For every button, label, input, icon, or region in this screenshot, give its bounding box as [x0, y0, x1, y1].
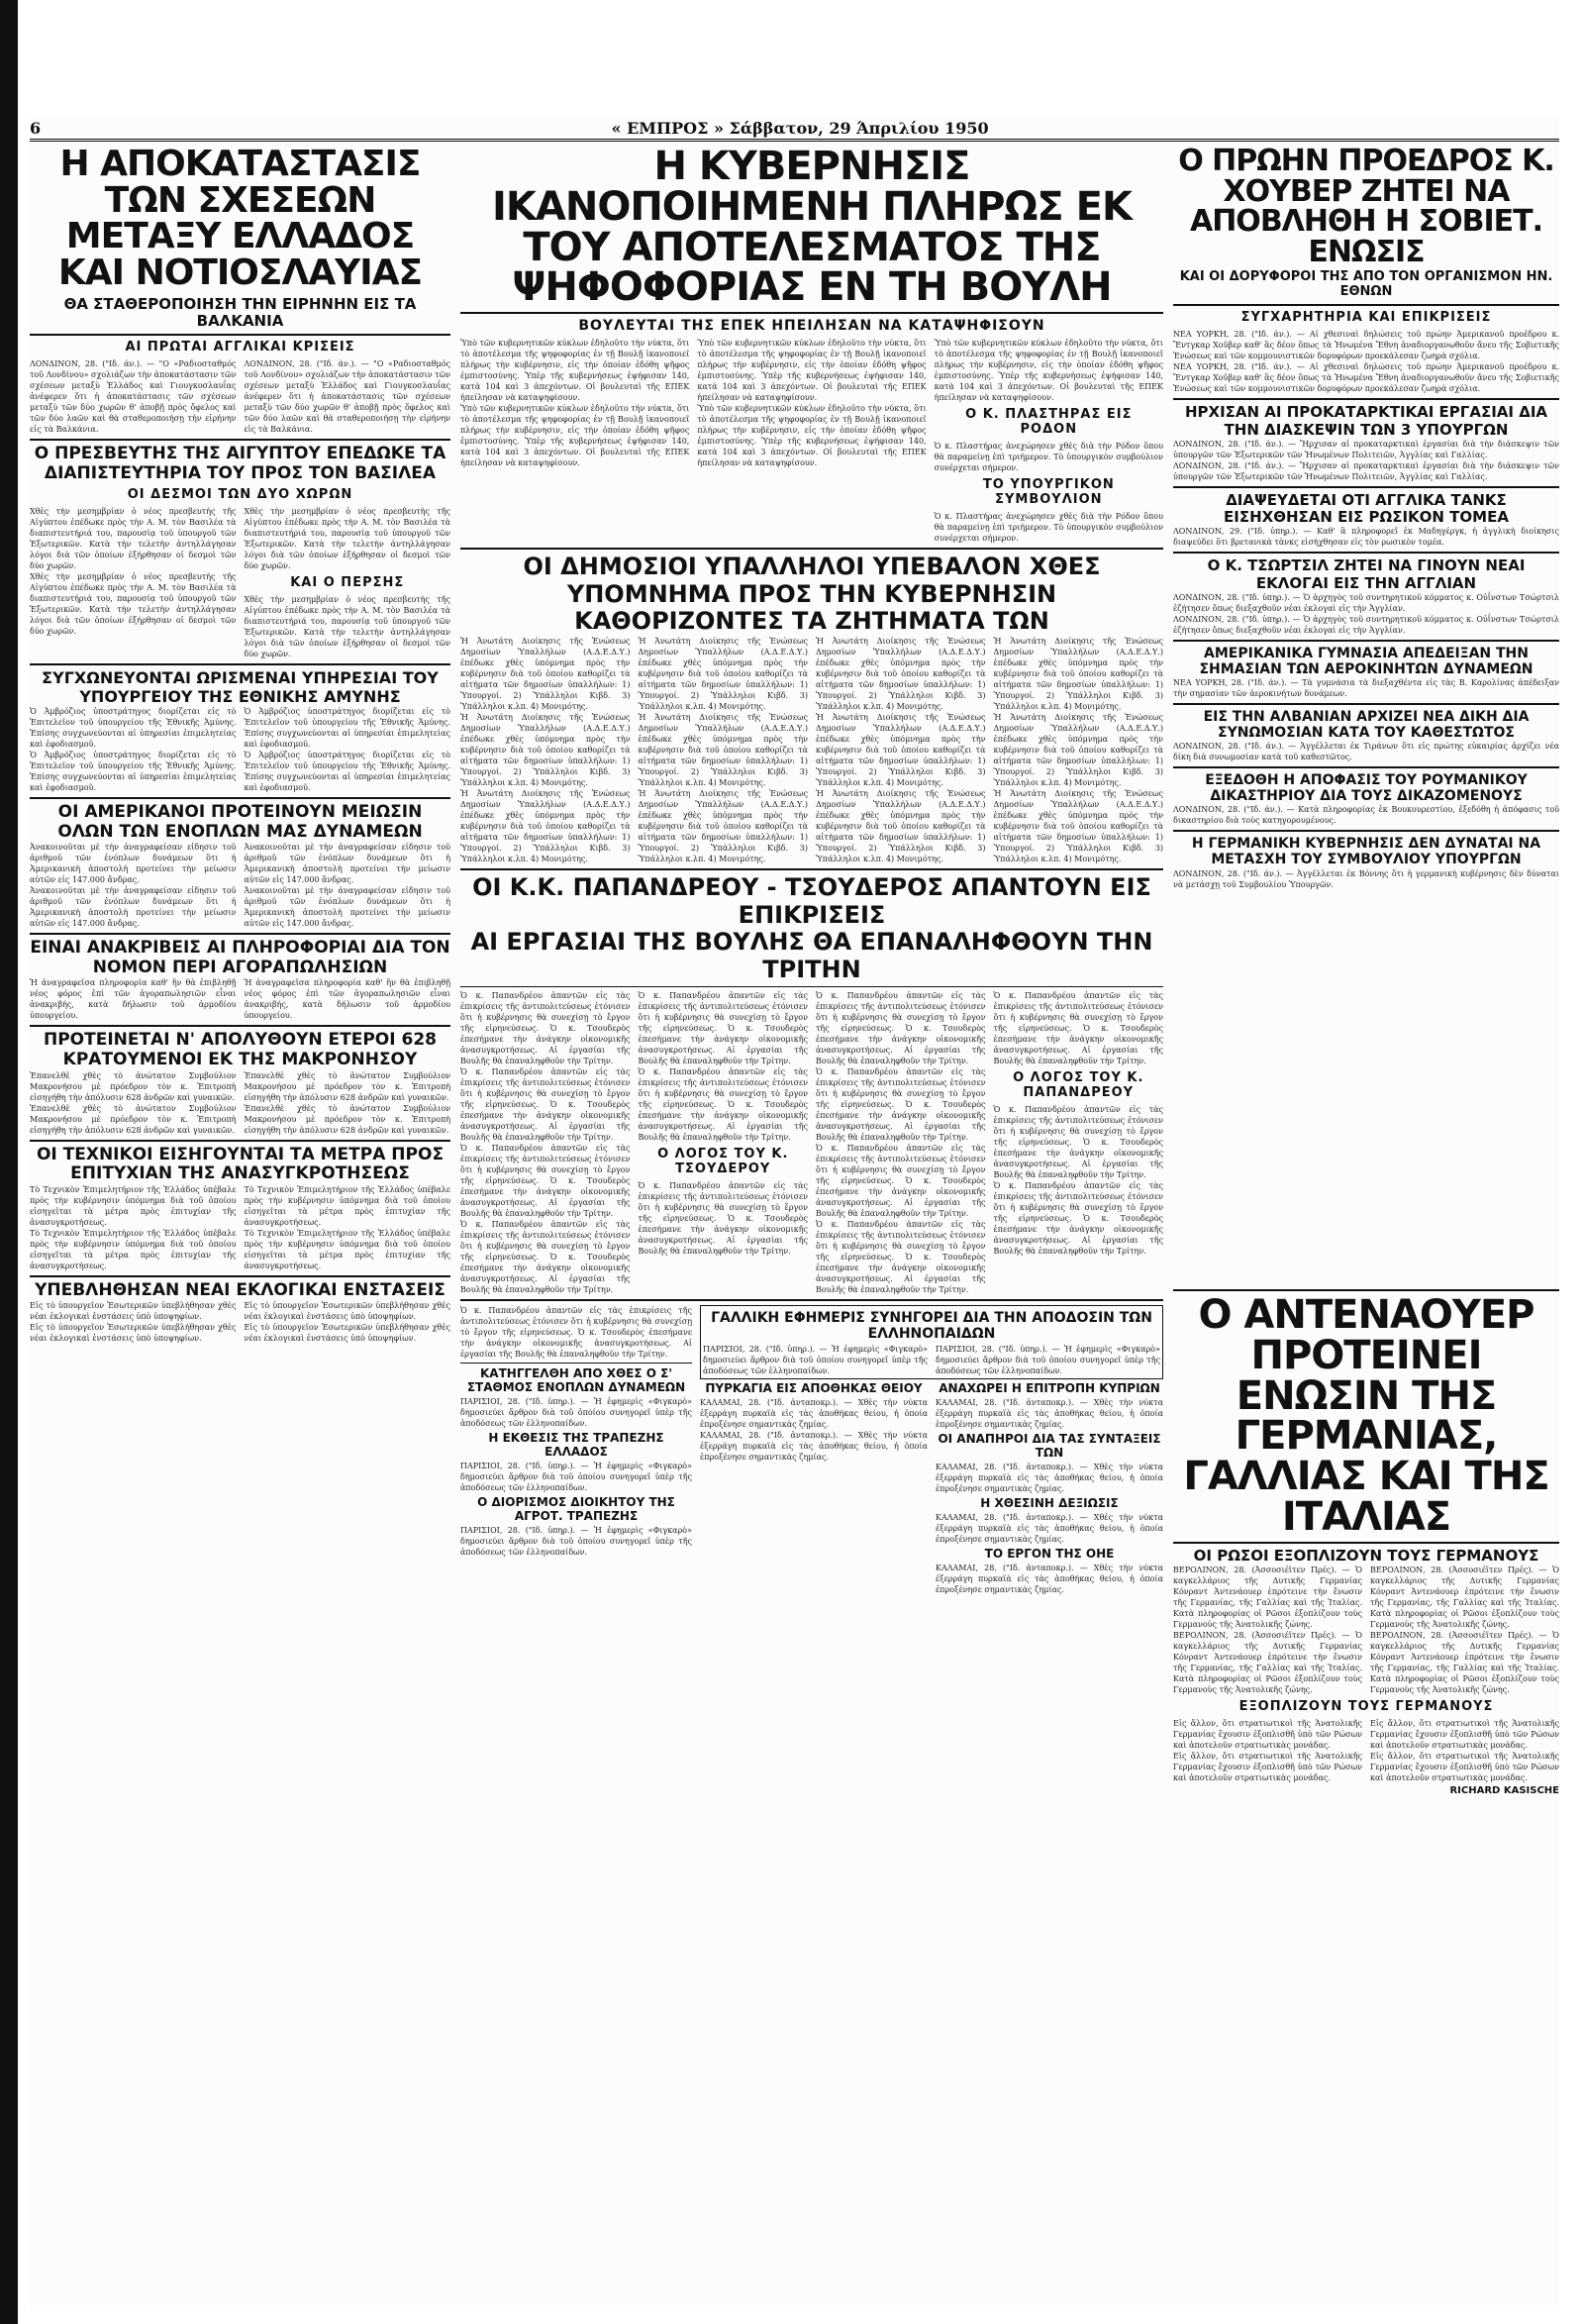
newspaper-page	[30, 117, 1559, 2310]
adenauer-headline: Ο ΑΝΤΕΝΑΟΥΕΡ ΠΡΟΤΕΙΝΕΙ ΕΝΩΣΙΝ ΤΗΣ ΓΕΡΜΑΝΙΑΣ, ΓΑΛΛΙΑΣ ΚΑΙ ΤΗΣ ΙΤΑΛΙΑΣ	[1183, 1292, 1549, 1540]
left-subhead-3: ΚΑΙ Ο ΠΕΡΣΗΣ	[290, 575, 405, 591]
left-text-3: Ὁ Ἀμβρόζιος ὑποστράτηγος διορίζεται εἰς τὸ Ἐπιτελεῖον τοῦ ὑπουργείου τῆς Ἐθνικῆς Ἀμύνης. Ἐπίσης συγχωνεύονται αἱ ὑπηρεσίαι ἐπιμελητείας καὶ ἐφοδιασμοῦ.	[30, 707, 237, 750]
center-headline-6: Η ΕΚΘΕΣΙΣ ΤΗΣ ΤΡΑΠΕΖΗΣ ΕΛΛΑΔΟΣ	[488, 1431, 664, 1460]
left-column: Η ΑΠΟΚΑΤΑΣΤΑΣΙΣ ΤΩΝ ΣΧΕΣΕΩΝ ΜΕΤΑΞΥ ΕΛΛΑΔΟΣ ΚΑΙ ΝΟΤΙΟΣΛΑΥΙΑΣ ΘΑ ΣΤΑΘΕΡΟΠΟΙΗΣΗ ΤΗΝ ΕΙΡΗΝΗΝ ΕΙΣ ΤΑ ΒΑΛΚΑΝΙΑ ΑΙ ΠΡΩΤΑΙ ΑΓΓΛΙΚΑΙ ΚΡΙΣΕΙΣ ΛΟΝΔΙΝΟΝ, 28. ("Ιδ. άν.). — "Ο «Ραδιοσταθμός τοῦ Λονδίνου» σχολιάζων τὴν ἀποκατάστασιν τῶν σχέσεων μεταξὺ Ἑλλάδος καὶ Γιουγκοσλαυΐας ἀνέφερεν ὅτι ἡ ἀποκατάστασις τῶν σχέσεων μεταξὺ τῶν δύο χωρῶν θ' ἀποβῇ πρὸς ὄφελος καὶ τῶν δύο λαῶν καὶ θὰ σταθεροποιήσῃ τὴν εἰρήνην εἰς τὰ Βαλκάνια. ΛΟΝΔΙΝΟΝ, 28. ("Ιδ. άν.). — "Ο «Ραδιοσταθμός τοῦ Λονδίνου» σχολιάζων τὴν ἀποκατάστασιν τῶν σχέσεων μεταξὺ Ἑλλάδος καὶ Γιουγκοσλαυΐας ἀνέφερεν ὅτι ἡ ἀποκατάστασις τῶν σχέσεων μεταξὺ τῶν δύο χωρῶν θ' ἀποβῇ πρὸς ὄφελος καὶ τῶν δύο λαῶν καὶ θὰ σταθεροποιήσῃ τὴν εἰρήνην εἰς τὰ Βαλκάνια. Ο ΠΡΕΣΒΕΥΤΗΣ ΤΗΣ ΑΙΓΥΠΤΟΥ ΕΠΕΔΩΚΕ ΤΑ ΔΙΑΠΙΣΤΕΥΤΗΡΙΑ ΤΟΥ ΠΡΟΣ ΤΟΝ ΒΑΣΙΛΕΑ ΟΙ ΔΕΣΜΟΙ ΤΩΝ ΔΥΟ ΧΩΡΩΝ Χθὲς τὴν μεσημβρίαν ὁ νέος πρεσβευτὴς τῆς Αἰγύπτου ἐπέδωκε πρὸς τὴν Α. Μ. τὸν Βασιλέα τὰ διαπιστευτήριά του, παρουσίᾳ τοῦ ὑπουργοῦ τῶν Ἐξωτερικῶν. Κατὰ τὴν τελετὴν ἀντηλλάγησαν λόγοι διὰ τῶν ὁποίων ἐξήρθησαν οἱ δεσμοὶ τῶν δύο χωρῶν. Χθὲς τὴν μεσημβρίαν ὁ νέος πρεσβευτὴς τῆς Αἰγύπτου ἐπέδωκε πρὸς τὴν Α. Μ. τὸν Βασιλέα τὰ διαπιστευτήριά του, παρουσίᾳ τοῦ ὑπουργοῦ τῶν Ἐξωτερικῶν. Κατὰ τὴν τελετὴν ἀντηλλάγησαν λόγοι διὰ τῶν ὁποίων ἐξήρθησαν οἱ δεσμοὶ τῶν δύο χωρῶν. Χθὲς τὴν μεσημβρίαν ὁ νέος πρεσβευτὴς τῆς Αἰγύπτου ἐπέδωκε πρὸς τὴν Α. Μ. τὸν Βασιλέα τὰ διαπιστευτήριά του, παρουσίᾳ τοῦ ὑπουργοῦ τῶν Ἐξωτερικῶν. Κατὰ τὴν τελετὴν ἀντηλλάγησαν λόγοι διὰ τῶν ὁποίων ἐξήρθησαν οἱ δεσμοὶ τῶν δύο χωρῶν. ΚΑΙ Ο ΠΕΡΣΗΣ Χθὲς τὴν μεσημβρίαν ὁ νέος πρεσβευτὴς τῆς Αἰγύπτου ἐπέδωκε πρὸς τὴν Α. Μ. τὸν Βασιλέα τὰ διαπιστευτήριά του, παρουσίᾳ τοῦ ὑπουργοῦ τῶν Ἐξωτερικῶν. Κατὰ τὴν τελετὴν ἀντηλλάγησαν λόγοι διὰ τῶν ὁποίων ἐξήρθησαν οἱ δεσμοὶ τῶν δύο χωρῶν. ΣΥΓΧΩΝΕΥΟΝΤΑΙ ΩΡΙΣΜΕΝΑΙ ΥΠΗΡΕΣΙΑΙ ΤΟΥ ΥΠΟΥΡΓΕΙΟΥ ΤΗΣ ΕΘΝΙΚΗΣ ΑΜΥΝΗΣ Ὁ Ἀμβρόζιος ὑποστράτηγος διορίζεται εἰς τὸ Ἐπιτελεῖον τοῦ ὑπουργείου τῆς Ἐθνικῆς Ἀμύνης. Ἐπίσης συγχωνεύονται αἱ ὑπηρεσίαι ἐπιμελητείας καὶ ἐφοδιασμοῦ. Ὁ Ἀμβρόζιος ὑποστράτηγος διορίζεται εἰς τὸ Ἐπιτελεῖον τοῦ ὑπουργείου τῆς Ἐθνικῆς Ἀμύνης. Ἐπίσης συγχωνεύονται αἱ ὑπηρεσίαι ἐπιμελητείας καὶ ἐφοδιασμοῦ. Ὁ Ἀμβρόζιος ὑποστράτηγος διορίζεται εἰς τὸ Ἐπιτελεῖον τοῦ ὑπουργείου τῆς Ἐθνικῆς Ἀμύνης. Ἐπίσης συγχωνεύονται αἱ ὑπηρεσίαι ἐπιμελητείας καὶ ἐφοδιασμοῦ. Ὁ Ἀμβρόζιος ὑποστράτηγος διορίζεται εἰς τὸ Ἐπιτελεῖον τοῦ ὑπουργείου τῆς Ἐθνικῆς Ἀμύνης. Ἐπίσης συγχωνεύονται αἱ ὑπηρεσίαι ἐπιμελητείας καὶ ἐφοδιασμοῦ. ΟΙ ΑΜΕΡΙΚΑΝΟΙ ΠΡΟΤΕΙΝΟΥΝ ΜΕΙΩΣΙΝ ΟΛΩΝ ΤΩΝ ΕΝΟΠΛΩΝ ΜΑΣ ΔΥΝΑΜΕΩΝ Ἀνακοινοῦται μὲ τὴν ἀναγραφείσαν εἰδησιν τοῦ ἀριθμοῦ τῶν ἐνόπλων δυνάμεων ὅτι ἡ Ἀμερικανικὴ ἀποστολὴ προτείνει τὴν μείωσιν αὐτῶν εἰς 147.000 ἄνδρας. Ἀνακοινοῦται μὲ τὴν ἀναγραφείσαν εἰδησιν τοῦ ἀριθμοῦ τῶν ἐνόπλων δυνάμεων ὅτι ἡ Ἀμερικανικὴ ἀποστολὴ προτείνει τὴν μείωσιν αὐτῶν εἰς 147.000 ἄνδρας. Ἀνακοινοῦται μὲ τὴν ἀναγραφείσαν εἰδησιν τοῦ ἀριθμοῦ τῶν ἐνόπλων δυνάμεων ὅτι ἡ Ἀμερικανικὴ ἀποστολὴ προτείνει τὴν μείωσιν αὐτῶν εἰς 147.000 ἄνδρας. Ἀνακοινοῦται μὲ τὴν ἀναγραφείσαν εἰδησιν τοῦ ἀριθμοῦ τῶν ἐνόπλων δυνάμεων ὅτι ἡ Ἀμερικανικὴ ἀποστολὴ προτείνει τὴν μείωσιν αὐτῶν εἰς 147.000 ἄνδρας. ΕΙΝΑΙ ΑΝΑΚΡΙΒΕΙΣ ΑΙ ΠΛΗΡΟΦΟΡΙΑΙ ΔΙΑ ΤΟΝ ΝΟΜΟΝ ΠΕΡΙ ΑΓΟΡΑΠΩΛΗΣΙΩΝ Ἡ ἀναγραφεῖσα πληροφορία καθ' ἣν θὰ ἐπιβληθῇ νέος φόρος ἐπὶ τῶν ἀγοραπωλησιῶν εἶναι ἀνακριβής, κατὰ δήλωσιν τοῦ ἁρμοδίου ὑπουργείου. Ἡ ἀναγραφεῖσα πληροφορία καθ' ἣν θὰ ἐπιβληθῇ νέος φόρος ἐπὶ τῶν ἀγοραπωλησιῶν εἶναι ἀνακριβής, κατὰ δήλωσιν τοῦ ἁρμοδίου ὑπουργείου. ΠΡΟΤΕΙΝΕΤΑΙ Ν' ΑΠΟΛΥΘΟΥΝ ΕΤΕΡΟΙ 628 ΚΡΑΤΟΥΜΕΝΟΙ ΕΚ ΤΗΣ ΜΑΚΡΟΝΗΣΟΥ Ἐπανελθὲ χθὲς τὸ ἀνώτατον Συμβούλιον Μακρονήσου μὲ πρόεδρον τὸν κ. Ἐπιτροπὴ εἰσηγήθη τὴν ἀπόλυσιν 628 ἀνδρῶν καὶ γυναικῶν. Ἐπανελθὲ χθὲς τὸ ἀνώτατον Συμβούλιον Μακρονήσου μὲ πρόεδρον τὸν κ. Ἐπιτροπὴ εἰσηγήθη τὴν ἀπόλυσιν 628 ἀνδρῶν καὶ γυναικῶν. Ἐπανελθὲ χθὲς τὸ ἀνώτατον Συμβούλιον Μακρονήσου μὲ πρόεδρον τὸν κ. Ἐπιτροπὴ εἰσηγήθη τὴν ἀπόλυσιν 628 ἀνδρῶν καὶ γυναικῶν. Ἐπανελθὲ χθὲς τὸ ἀνώτατον Συμβούλιον Μακρονήσου μὲ πρόεδρον τὸν κ. Ἐπιτροπὴ εἰσηγήθη τὴν ἀπόλυσιν 628 ἀνδρῶν καὶ γυναικῶν. ΟΙ ΤΕΧΝΙΚΟΙ ΕΙΣΗΓΟΥΝΤΑΙ ΤΑ ΜΕΤΡΑ ΠΡΟΣ ΕΠΙΤΥΧΙΑΝ ΤΗΣ ΑΝΑΣΥΓΚΡΟΤΗΣΕΩΣ Τὸ Τεχνικὸν Ἐπιμελητήριον τῆς Ἑλλάδος ὑπέβαλε πρὸς τὴν κυβέρνησιν ὑπόμνημα διὰ τοῦ ὁποίου εἰσηγεῖται τὰ μέτρα πρὸς ἐπιτυχίαν τῆς ἀνασυγκροτήσεως. Τὸ Τεχνικὸν Ἐπιμελητήριον τῆς Ἑλλάδος ὑπέβαλε πρὸς τὴν κυβέρνησιν ὑπόμνημα διὰ τοῦ ὁποίου εἰσηγεῖται τὰ μέτρα πρὸς ἐπιτυχίαν τῆς ἀνασυγκροτήσεως. Τὸ Τεχνικὸν Ἐπιμελητήριον τῆς Ἑλλάδος ὑπέβαλε πρὸς τὴν κυβέρνησιν ὑπόμνημα διὰ τοῦ ὁποίου εἰσηγεῖται τὰ μέτρα πρὸς ἐπιτυχίαν τῆς ἀνασυγκροτήσεως. Τὸ Τεχνικὸν Ἐπιμελητήριον τῆς Ἑλλάδος ὑπέβαλε πρὸς τὴν κυβέρνησιν ὑπόμνημα διὰ τοῦ ὁποίου εἰσηγεῖται τὰ μέτρα πρὸς ἐπιτυχίαν τῆς ἀνασυγκροτήσεως. ΥΠΕΒΛΗΘΗΣΑΝ ΝΕΑΙ ΕΚΛΟΓΙΚΑΙ ΕΝΣΤΑΣΕΙΣ Εἰς τὸ ὑπουργεῖον Ἐσωτερικῶν ὑπεβλήθησαν χθὲς νέαι ἐκλογικαὶ ἐνστάσεις ὑπὸ ὑποψηφίων. Εἰς τὸ ὑπουργεῖον Ἐσωτερικῶν ὑπεβλήθησαν χθὲς νέαι ἐκλογικαὶ ἐνστάσεις ὑπὸ ὑποψηφίων. Εἰς τὸ ὑπουργεῖον Ἐσωτερικῶν ὑπεβλήθησαν χθὲς νέαι ἐκλογικαὶ ἐνστάσεις ὑπὸ ὑποψηφίων. Εἰς τὸ ὑπουργεῖον Ἐσωτερικῶν ὑπεβλήθησαν χθὲς νέαι ἐκλογικαὶ ἐνστάσεις ὑπὸ ὑποψηφίων.	[30, 147, 450, 1344]
right-text-6: ΛΟΝΔΙΝΟΝ, 28. ("Ιδ. άν.). — Ἀγγέλλεται ἐκ Τιράνων ὅτι εἰς πρώτης εὐκαιρίας ἀρχίζει νέα δίκη διὰ συνωμοσίαν κατὰ τοῦ καθεστῶτος.	[1173, 742, 1559, 762]
right-text-7: ΛΟΝΔΙΝΟΝ, 28. ("Ιδ. άν.). — Κατὰ πληροφορίας ἐκ Βουκουρεστίου, ἐξεδόθη ἡ ἀπόφασις τοῦ δικαστηρίου διὰ τοὺς κατηγορουμένους.	[1173, 805, 1559, 826]
adenauer-text-1: ΒΕΡΟΛΙΝΟΝ, 28. (Ἀσσοσιέϊτεν Πρές). — Ὁ καγκελλάριος τῆς Δυτικῆς Γερμανίας Κόνραντ Ἀντενάουερ ἐπρότεινε τὴν ἕνωσιν τῆς Γερμανίας, τῆς Γαλλίας καὶ τῆς Ἰταλίας. Κατὰ πληροφορίας οἱ Ρῶσοι ἐξοπλίζουν τοὺς Γερμανοὺς τῆς Ἀνατολικῆς ζώνης.	[1173, 1566, 1362, 1630]
page-number: 6	[30, 118, 42, 138]
center-headline-7: Ο ΔΙΟΡΙΣΜΟΣ ΔΙΟΙΚΗΤΟΥ ΤΗΣ ΑΓΡΟΤ. ΤΡΑΠΕΖΗΣ	[477, 1495, 675, 1524]
center-headline-5: ΚΑΤΗΓΓΕΛΘΗ ΑΠΟ ΧΘΕΣ Ο Σ' ΣΤΑΘΜΟΣ ΕΝΟΠΛΩΝ ΔΥΝΑΜΕΩΝ	[466, 1366, 686, 1395]
center-column: Η ΚΥΒΕΡΝΗΣΙΣ ΙΚΑΝΟΠΟΙΗΜΕΝΗ ΠΛΗΡΩΣ ΕΚ ΤΟΥ ΑΠΟΤΕΛΕΣΜΑΤΟΣ ΤΗΣ ΨΗΦΟΦΟΡΙΑΣ ΕΝ ΤΗ ΒΟΥΛΗ ΒΟΥΛΕΥΤΑΙ ΤΗΣ ΕΠΕΚ ΗΠΕΙΛΗΣΑΝ ΝΑ ΚΑΤΑΨΗΦΙΣΟΥΝ Ὑπὸ τῶν κυβερνητικῶν κύκλων ἐδηλοῦτο τὴν νύκτα, ὅτι τὸ ἀποτέλεσμα τῆς ψηφοφορίας ἐν τῇ Βουλῇ ἱκανοποιεῖ πλήρως τὴν κυβέρνησιν, εἰς τὴν ὁποίαν ἐδόθη ψῆφος ἐμπιστοσύνης. Ὑπὲρ τῆς κυβερνήσεως ἐψήφισαν 140, κατὰ 104 καὶ 3 ἀπεχόντων. Οἱ βουλευταὶ τῆς ΕΠΕΚ ἠπείλησαν νὰ καταψηφίσουν. Ὑπὸ τῶν κυβερνητικῶν κύκλων ἐδηλοῦτο τὴν νύκτα, ὅτι τὸ ἀποτέλεσμα τῆς ψηφοφορίας ἐν τῇ Βουλῇ ἱκανοποιεῖ πλήρως τὴν κυβέρνησιν, εἰς τὴν ὁποίαν ἐδόθη ψῆφος ἐμπιστοσύνης. Ὑπὲρ τῆς κυβερνήσεως ἐψήφισαν 140, κατὰ 104 καὶ 3 ἀπεχόντων. Οἱ βουλευταὶ τῆς ΕΠΕΚ ἠπείλησαν νὰ καταψηφίσουν. Ὑπὸ τῶν κυβερνητικῶν κύκλων ἐδηλοῦτο τὴν νύκτα, ὅτι τὸ ἀποτέλεσμα τῆς ψηφοφορίας ἐν τῇ Βουλῇ ἱκανοποιεῖ πλήρως τὴν κυβέρνησιν, εἰς τὴν ὁποίαν ἐδόθη ψῆφος ἐμπιστοσύνης. Ὑπὲρ τῆς κυβερνήσεως ἐψήφισαν 140, κατὰ 104 καὶ 3 ἀπεχόντων. Οἱ βουλευταὶ τῆς ΕΠΕΚ ἠπείλησαν νὰ καταψηφίσουν. Ὑπὸ τῶν κυβερνητικῶν κύκλων ἐδηλοῦτο τὴν νύκτα, ὅτι τὸ ἀποτέλεσμα τῆς ψηφοφορίας ἐν τῇ Βουλῇ ἱκανοποιεῖ πλήρως τὴν κυβέρνησιν, εἰς τὴν ὁποίαν ἐδόθη ψῆφος ἐμπιστοσύνης. Ὑπὲρ τῆς κυβερνήσεως ἐψήφισαν 140, κατὰ 104 καὶ 3 ἀπεχόντων. Οἱ βουλευταὶ τῆς ΕΠΕΚ ἠπείλησαν νὰ καταψηφίσουν. Ὑπὸ τῶν κυβερνητικῶν κύκλων ἐδηλοῦτο τὴν νύκτα, ὅτι τὸ ἀποτέλεσμα τῆς ψηφοφορίας ἐν τῇ Βουλῇ ἱκανοποιεῖ πλήρως τὴν κυβέρνησιν, εἰς τὴν ὁποίαν ἐδόθη ψῆφος ἐμπιστοσύνης. Ὑπὲρ τῆς κυβερνήσεως ἐψήφισαν 140, κατὰ 104 καὶ 3 ἀπεχόντων. Οἱ βουλευταὶ τῆς ΕΠΕΚ ἠπείλησαν νὰ καταψηφίσουν. Ο Κ. ΠΛΑΣΤΗΡΑΣ ΕΙΣ ΡΟΔΟΝ Ὁ κ. Πλαστήρας ἀνεχώρησεν χθὲς διὰ τὴν Ρόδον ὅπου θὰ παραμείνῃ ἐπὶ τριήμερον. Τὸ ὑπουργικὸν συμβούλιον συνέρχεται σήμερον. ΤΟ ΥΠΟΥΡΓΙΚΟΝ ΣΥΜΒΟΥΛΙΟΝ Ὁ κ. Πλαστήρας ἀνεχώρησεν χθὲς διὰ τὴν Ρόδον ὅπου θὰ παραμείνῃ ἐπὶ τριήμερον. Τὸ ὑπουργικὸν συμβούλιον συνέρχεται σήμερον. ΟΙ ΔΗΜΟΣΙΟΙ ΥΠΑΛΛΗΛΟΙ ΥΠΕΒΑΛΟΝ ΧΘΕΣ ΥΠΟΜΝΗΜΑ ΠΡΟΣ ΤΗΝ ΚΥΒΕΡΝΗΣΙΝ ΚΑΘΟΡΙΖΟΝΤΕΣ ΤΑ ΖΗΤΗΜΑΤΑ ΤΩΝ Ἡ Ἀνωτάτη Διοίκησις τῆς Ἑνώσεως Δημοσίων Ὑπαλλήλων (Α.Δ.Ε.Δ.Υ.) ἐπέδωκε χθὲς ὑπόμνημα πρὸς τὴν κυβέρνησιν διὰ τοῦ ὁποίου καθορίζει τὰ αἰτήματα τῶν δημοσίων ὑπαλλήλων: 1) Ὑπουργοί. 2) Ὑπάλληλοι Κιβδ. 3) Ὑπάλληλοι κ.λπ. 4) Μονιμότης. Ἡ Ἀνωτάτη Διοίκησις τῆς Ἑνώσεως Δημοσίων Ὑπαλλήλων (Α.Δ.Ε.Δ.Υ.) ἐπέδωκε χθὲς ὑπόμνημα πρὸς τὴν κυβέρνησιν διὰ τοῦ ὁποίου καθορίζει τὰ αἰτήματα τῶν δημοσίων ὑπαλλήλων: 1) Ὑπουργοί. 2) Ὑπάλληλοι Κιβδ. 3) Ὑπάλληλοι κ.λπ. 4) Μονιμότης. Ἡ Ἀνωτάτη Διοίκησις τῆς Ἑνώσεως Δημοσίων Ὑπαλλήλων (Α.Δ.Ε.Δ.Υ.) ἐπέδωκε χθὲς ὑπόμνημα πρὸς τὴν κυβέρνησιν διὰ τοῦ ὁποίου καθορίζει τὰ αἰτήματα τῶν δημοσίων ὑπαλλήλων: 1) Ὑπουργοί. 2) Ὑπάλληλοι Κιβδ. 3) Ὑπάλληλοι κ.λπ. 4) Μονιμότης. Ἡ Ἀνωτάτη Διοίκησις τῆς Ἑνώσεως Δημοσίων Ὑπαλλήλων (Α.Δ.Ε.Δ.Υ.) ἐπέδωκε χθὲς ὑπόμνημα πρὸς τὴν κυβέρνησιν διὰ τοῦ ὁποίου καθορίζει τὰ αἰτήματα τῶν δημοσίων ὑπαλλήλων: 1) Ὑπουργοί. 2) Ὑπάλληλοι Κιβδ. 3) Ὑπάλληλοι κ.λπ. 4) Μονιμότης. Ἡ Ἀνωτάτη Διοίκησις τῆς Ἑνώσεως Δημοσίων Ὑπαλλήλων (Α.Δ.Ε.Δ.Υ.) ἐπέδωκε χθὲς ὑπόμνημα πρὸς τὴν κυβέρνησιν διὰ τοῦ ὁποίου καθορίζει τὰ αἰτήματα τῶν δημοσίων ὑπαλλήλων: 1) Ὑπουργοί. 2) Ὑπάλληλοι Κιβδ. 3) Ὑπάλληλοι κ.λπ. 4) Μονιμότης. Ἡ Ἀνωτάτη Διοίκησις τῆς Ἑνώσεως Δημοσίων Ὑπαλλήλων (Α.Δ.Ε.Δ.Υ.) ἐπέδωκε χθὲς ὑπόμνημα πρὸς τὴν κυβέρνησιν διὰ τοῦ ὁποίου καθορίζει τὰ αἰτήματα τῶν δημοσίων ὑπαλλήλων: 1) Ὑπουργοί. 2) Ὑπάλληλοι Κιβδ. 3) Ὑπάλληλοι κ.λπ. 4) Μονιμότης. Ἡ Ἀνωτάτη Διοίκησις τῆς Ἑνώσεως Δημοσίων Ὑπαλλήλων (Α.Δ.Ε.Δ.Υ.) ἐπέδωκε χθὲς ὑπόμνημα πρὸς τὴν κυβέρνησιν διὰ τοῦ ὁποίου καθορίζει τὰ αἰτήματα τῶν δημοσίων ὑπαλλήλων: 1) Ὑπουργοί. 2) Ὑπάλληλοι Κιβδ. 3) Ὑπάλληλοι κ.λπ. 4) Μονιμότης. Ἡ Ἀνωτάτη Διοίκησις τῆς Ἑνώσεως Δημοσίων Ὑπαλλήλων (Α.Δ.Ε.Δ.Υ.) ἐπέδωκε χθὲς ὑπόμνημα πρὸς τὴν κυβέρνησιν διὰ τοῦ ὁποίου καθορίζει τὰ αἰτήματα τῶν δημοσίων ὑπαλλήλων: 1) Ὑπουργοί. 2) Ὑπάλληλοι Κιβδ. 3) Ὑπάλληλοι κ.λπ. 4) Μονιμότης. Ἡ Ἀνωτάτη Διοίκησις τῆς Ἑνώσεως Δημοσίων Ὑπαλλήλων (Α.Δ.Ε.Δ.Υ.) ἐπέδωκε χθὲς ὑπόμνημα πρὸς τὴν κυβέρνησιν διὰ τοῦ ὁποίου καθορίζει τὰ αἰτήματα τῶν δημοσίων ὑπαλλήλων: 1) Ὑπουργοί. 2) Ὑπάλληλοι Κιβδ. 3) Ὑπάλληλοι κ.λπ. 4) Μονιμότης. Ἡ Ἀνωτάτη Διοίκησις τῆς Ἑνώσεως Δημοσίων Ὑπαλλήλων (Α.Δ.Ε.Δ.Υ.) ἐπέδωκε χθὲς ὑπόμνημα πρὸς τὴν κυβέρνησιν διὰ τοῦ ὁποίου καθορίζει τὰ αἰτήματα τῶν δημοσίων ὑπαλλήλων: 1) Ὑπουργοί. 2) Ὑπάλληλοι Κιβδ. 3) Ὑπάλληλοι κ.λπ. 4) Μονιμότης. Ἡ Ἀνωτάτη Διοίκησις τῆς Ἑνώσεως Δημοσίων Ὑπαλλήλων (Α.Δ.Ε.Δ.Υ.) ἐπέδωκε χθὲς ὑπόμνημα πρὸς τὴν κυβέρνησιν διὰ τοῦ ὁποίου καθορίζει τὰ αἰτήματα τῶν δημοσίων ὑπαλλήλων: 1) Ὑπουργοί. 2) Ὑπάλληλοι Κιβδ. 3) Ὑπάλληλοι κ.λπ. 4) Μονιμότης. Ἡ Ἀνωτάτη Διοίκησις τῆς Ἑνώσεως Δημοσίων Ὑπαλλήλων (Α.Δ.Ε.Δ.Υ.) ἐπέδωκε χθὲς ὑπόμνημα πρὸς τὴν κυβέρνησιν διὰ τοῦ ὁποίου καθορίζει τὰ αἰτήματα τῶν δημοσίων ὑπαλλήλων: 1) Ὑπουργοί. 2) Ὑπάλληλοι Κιβδ. 3) Ὑπάλληλοι κ.λπ. 4) Μονιμότης. ΟΙ Κ.Κ. ΠΑΠΑΝΔΡΕΟΥ - ΤΣΟΥΔΕΡΟΣ ΑΠΑΝΤΟΥΝ ΕΙΣ ΕΠΙΚΡΙΣΕΙΣ ΑΙ ΕΡΓΑΣΙΑΙ ΤΗΣ ΒΟΥΛΗΣ ΘΑ ΕΠΑΝΑΛΗΦΘΟΥΝ ΤΗΝ ΤΡΙΤΗΝ Ὁ κ. Παπανδρέου ἀπαντῶν εἰς τὰς ἐπικρίσεις τῆς ἀντιπολιτεύσεως ἐτόνισεν ὅτι ἡ κυβέρνησις θὰ συνεχίσῃ τὸ ἔργον τῆς εἰρηνεύσεως. Ὁ κ. Τσουδερὸς ἐπεσήμανε τὴν ἀνάγκην οἰκονομικῆς ἀνασυγκροτήσεως. Αἱ ἐργασίαι τῆς Βουλῆς θὰ ἐπαναληφθοῦν τὴν Τρίτην. Ὁ κ. Παπανδρέου ἀπαντῶν εἰς τὰς ἐπικρίσεις τῆς ἀντιπολιτεύσεως ἐτόνισεν ὅτι ἡ κυβέρνησις θὰ συνεχίσῃ τὸ ἔργον τῆς εἰρηνεύσεως. Ὁ κ. Τσουδερὸς ἐπεσήμανε τὴν ἀνάγκην οἰκονομικῆς ἀνασυγκροτήσεως. Αἱ ἐργασίαι τῆς Βουλῆς θὰ ἐπαναληφθοῦν τὴν Τρίτην. Ὁ κ. Παπανδρέου ἀπαντῶν εἰς τὰς ἐπικρίσεις τῆς ἀντιπολιτεύσεως ἐτόνισεν ὅτι ἡ κυβέρνησις θὰ συνεχίσῃ τὸ ἔργον τῆς εἰρηνεύσεως. Ὁ κ. Τσουδερὸς ἐπεσήμανε τὴν ἀνάγκην οἰκονομικῆς ἀνασυγκροτήσεως. Αἱ ἐργασίαι τῆς Βουλῆς θὰ ἐπαναληφθοῦν τὴν Τρίτην. Ὁ κ. Παπανδρέου ἀπαντῶν εἰς τὰς ἐπικρίσεις τῆς ἀντιπολιτεύσεως ἐτόνισεν ὅτι ἡ κυβέρνησις θὰ συνεχίσῃ τὸ ἔργον τῆς εἰρηνεύσεως. Ὁ κ. Τσουδερὸς ἐπεσήμανε τὴν ἀνάγκην οἰκονομικῆς ἀνασυγκροτήσεως. Αἱ ἐργασίαι τῆς Βουλῆς θὰ ἐπαναληφθοῦν τὴν Τρίτην. Ὁ κ. Παπανδρέου ἀπαντῶν εἰς τὰς ἐπικρίσεις τῆς ἀντιπολιτεύσεως ἐτόνισεν ὅτι ἡ κυβέρνησις θὰ συνεχίσῃ τὸ ἔργον τῆς εἰρηνεύσεως. Ὁ κ. Τσουδερὸς ἐπεσήμανε τὴν ἀνάγκην οἰκονομικῆς ἀνασυγκροτήσεως. Αἱ ἐργασίαι τῆς Βουλῆς θὰ ἐπαναληφθοῦν τὴν Τρίτην. Ὁ κ. Παπανδρέου ἀπαντῶν εἰς τὰς ἐπικρίσεις τῆς ἀντιπολιτεύσεως ἐτόνισεν ὅτι ἡ κυβέρνησις θὰ συνεχίσῃ τὸ ἔργον τῆς εἰρηνεύσεως. Ὁ κ. Τσουδερὸς ἐπεσήμανε τὴν ἀνάγκην οἰκονομικῆς ἀνασυγκροτήσεως. Αἱ ἐργασίαι τῆς Βουλῆς θὰ ἐπαναληφθοῦν τὴν Τρίτην. Ο ΛΟΓΟΣ ΤΟΥ Κ. ΤΣΟΥΔΕΡΟΥ Ὁ κ. Παπανδρέου ἀπαντῶν εἰς τὰς ἐπικρίσεις τῆς ἀντιπολιτεύσεως ἐτόνισεν ὅτι ἡ κυβέρνησις θὰ συνεχίσῃ τὸ ἔργον τῆς εἰρηνεύσεως. Ὁ κ. Τσουδερὸς ἐπεσήμανε τὴν ἀνάγκην οἰκονομικῆς ἀνασυγκροτήσεως. Αἱ ἐργασίαι τῆς Βουλῆς θὰ ἐπαναληφθοῦν τὴν Τρίτην. Ὁ κ. Παπανδρέου ἀπαντῶν εἰς τὰς ἐπικρίσεις τῆς ἀντιπολιτεύσεως ἐτόνισεν ὅτι ἡ κυβέρνησις θὰ συνεχίσῃ τὸ ἔργον τῆς εἰρηνεύσεως. Ὁ κ. Τσουδερὸς ἐπεσήμανε τὴν ἀνάγκην οἰκονομικῆς ἀνασυγκροτήσεως. Αἱ ἐργασίαι τῆς Βουλῆς θὰ ἐπαναληφθοῦν τὴν Τρίτην. Ὁ κ. Παπανδρέου ἀπαντῶν εἰς τὰς ἐπικρίσεις τῆς ἀντιπολιτεύσεως ἐτόνισεν ὅτι ἡ κυβέρνησις θὰ συνεχίσῃ τὸ ἔργον τῆς εἰρηνεύσεως. Ὁ κ. Τσουδερὸς ἐπεσήμανε τὴν ἀνάγκην οἰκονομικῆς ἀνασυγκροτήσεως. Αἱ ἐργασίαι τῆς Βουλῆς θὰ ἐπαναληφθοῦν τὴν Τρίτην. Ὁ κ. Παπανδρέου ἀπαντῶν εἰς τὰς ἐπικρίσεις τῆς ἀντιπολιτεύσεως ἐτόνισεν ὅτι ἡ κυβέρνησις θὰ συνεχίσῃ τὸ ἔργον τῆς εἰρηνεύσεως. Ὁ κ. Τσουδερὸς ἐπεσήμανε τὴν ἀνάγκην οἰκονομικῆς ἀνασυγκροτήσεως. Αἱ ἐργασίαι τῆς Βουλῆς θὰ ἐπαναληφθοῦν τὴν Τρίτην. Ὁ κ. Παπανδρέου ἀπαντῶν εἰς τὰς ἐπικρίσεις τῆς ἀντιπολιτεύσεως ἐτόνισεν ὅτι ἡ κυβέρνησις θὰ συνεχίσῃ τὸ ἔργον τῆς εἰρηνεύσεως. Ὁ κ. Τσουδερὸς ἐπεσήμανε τὴν ἀνάγκην οἰκονομικῆς ἀνασυγκροτήσεως. Αἱ ἐργασίαι τῆς Βουλῆς θὰ ἐπαναληφθοῦν τὴν Τρίτην. Ὁ κ. Παπανδρέου ἀπαντῶν εἰς τὰς ἐπικρίσεις τῆς ἀντιπολιτεύσεως ἐτόνισεν ὅτι ἡ κυβέρνησις θὰ συνεχίσῃ τὸ ἔργον τῆς εἰρηνεύσεως. Ὁ κ. Τσουδερὸς ἐπεσήμανε τὴν ἀνάγκην οἰκονομικῆς ἀνασυγκροτήσεως. Αἱ ἐργασίαι τῆς Βουλῆς θὰ ἐπαναληφθοῦν τὴν Τρίτην. Ο ΛΟΓΟΣ ΤΟΥ Κ. ΠΑΠΑΝΔΡΕΟΥ Ὁ κ. Παπανδρέου ἀπαντῶν εἰς τὰς ἐπικρίσεις τῆς ἀντιπολιτεύσεως ἐτόνισεν ὅτι ἡ κυβέρνησις θὰ συνεχίσῃ τὸ ἔργον τῆς εἰρηνεύσεως. Ὁ κ. Τσουδερὸς ἐπεσήμανε τὴν ἀνάγκην οἰκονομικῆς ἀνασυγκροτήσεως. Αἱ ἐργασίαι τῆς Βουλῆς θὰ ἐπαναληφθοῦν τὴν Τρίτην. Ὁ κ. Παπανδρέου ἀπαντῶν εἰς τὰς ἐπικρίσεις τῆς ἀντιπολιτεύσεως ἐτόνισεν ὅτι ἡ κυβέρνησις θὰ συνεχίσῃ τὸ ἔργον τῆς εἰρηνεύσεως. Ὁ κ. Τσουδερὸς ἐπεσήμανε τὴν ἀνάγκην οἰκονομικῆς ἀνασυγκροτήσεως. Αἱ ἐργασίαι τῆς Βουλῆς θὰ ἐπαναληφθοῦν τὴν Τρίτην. Ὁ κ. Παπανδρέου ἀπαντῶν εἰς τὰς ἐπικρίσεις τῆς ἀντιπολιτεύσεως ἐτόνισεν ὅτι ἡ κυβέρνησις θὰ συνεχίσῃ τὸ ἔργον τῆς εἰρηνεύσεως. Ὁ κ. Τσουδερὸς ἐπεσήμανε τὴν ἀνάγκην οἰκονομικῆς ἀνασυγκροτήσεως. Αἱ ἐργασίαι τῆς Βουλῆς θὰ ἐπαναληφθοῦν τὴν Τρίτην. ΚΑΤΗΓΓΕΛΘΗ ΑΠΟ ΧΘΕΣ Ο Σ' ΣΤΑΘΜΟΣ ΕΝΟΠΛΩΝ ΔΥΝΑΜΕΩΝ ΠΑΡΙΣΙΟΙ, 28. ("Ιδ. ὑπηρ.). — Ἡ ἐφημερὶς «Φιγκαρὸ» δημοσιεύει ἄρθρον διὰ τοῦ ὁποίου συνηγορεῖ ὑπὲρ τῆς ἀποδόσεως τῶν ἑλληνοπαίδων. Η ΕΚΘΕΣΙΣ ΤΗΣ ΤΡΑΠΕΖΗΣ ΕΛΛΑΔΟΣ ΠΑΡΙΣΙΟΙ, 28. ("Ιδ. ὑπηρ.). — Ἡ ἐφημερὶς «Φιγκαρὸ» δημοσιεύει ἄρθρον διὰ τοῦ ὁποίου συνηγορεῖ ὑπὲρ τῆς ἀποδόσεως τῶν ἑλληνοπαίδων. Ο ΔΙΟΡΙΣΜΟΣ ΔΙΟΙΚΗΤΟΥ ΤΗΣ ΑΓΡΟΤ. ΤΡΑΠΕΖΗΣ ΠΑΡΙΣΙΟΙ, 28. ("Ιδ. ὑπηρ.). — Ἡ ἐφημερὶς «Φιγκαρὸ» δημοσιεύει ἄρθρον διὰ τοῦ ὁποίου συνηγορεῖ ὑπὲρ τῆς ἀποδόσεως τῶν ἑλληνοπαίδων. ΓΑΛΛΙΚΗ ΕΦΗΜΕΡΙΣ ΣΥΝΗΓΟΡΕΙ ΔΙΑ ΤΗΝ ΑΠΟΔΟΣΙΝ ΤΩΝ ΕΛΛΗΝΟΠΑΙΔΩΝ ΠΑΡΙΣΙΟΙ, 28. ("Ιδ. ὑπηρ.). — Ἡ ἐφημερὶς «Φιγκαρὸ» δημοσιεύει ἄρθρον διὰ τοῦ ὁποίου συνηγορεῖ ὑπὲρ τῆς ἀποδόσεως τῶν ἑλληνοπαίδων. ΠΑΡΙΣΙΟΙ, 28. ("Ιδ. ὑπηρ.). — Ἡ ἐφημερὶς «Φιγκαρὸ» δημοσιεύει ἄρθρον διὰ τοῦ ὁποίου συνηγορεῖ ὑπὲρ τῆς ἀποδόσεως τῶν ἑλληνοπαίδων. ΠΥΡΚΑΓΙΑ ΕΙΣ ΑΠΟΘΗΚΑΣ ΘΕΙΟΥ ΚΑΛΑΜΑΙ, 28. ("Ιδ. ἀνταποκρ.). — Χθὲς τὴν νύκτα ἐξερράγη πυρκαϊὰ εἰς τὰς ἀποθήκας θείου, ἡ ὁποία ἐπροξένησε σημαντικὰς ζημίας. ΚΑΛΑΜΑΙ, 28. ("Ιδ. ἀνταποκρ.). — Χθὲς τὴν νύκτα ἐξερράγη πυρκαϊὰ εἰς τὰς ἀποθήκας θείου, ἡ ὁποία ἐπροξένησε σημαντικὰς ζημίας. ΑΝΑΧΩΡΕΙ Η ΕΠΙΤΡΟΠΗ ΚΥΠΡΙΩΝ ΚΑΛΑΜΑΙ, 28. ("Ιδ. ἀνταποκρ.). — Χθὲς τὴν νύκτα ἐξερράγη πυρκαϊὰ εἰς τὰς ἀποθήκας θείου, ἡ ὁποία ἐπροξένησε σημαντικὰς ζημίας. ΟΙ ΑΝΑΠΗΡΟΙ ΔΙΑ ΤΑΣ ΣΥΝΤΑΞΕΙΣ ΤΩΝ ΚΑΛΑΜΑΙ, 28. ("Ιδ. ἀνταποκρ.). — Χθὲς τὴν νύκτα ἐξερράγη πυρκαϊὰ εἰς τὰς ἀποθήκας θείου, ἡ ὁποία ἐπροξένησε σημαντικὰς ζημίας. Η ΧΘΕΣΙΝΗ ΔΕΞΙΩΣΙΣ ΚΑΛΑΜΑΙ, 28. ("Ιδ. ἀνταποκρ.). — Χθὲς τὴν νύκτα ἐξερράγη πυρκαϊὰ εἰς τὰς ἀποθήκας θείου, ἡ ὁποία ἐπροξένησε σημαντικὰς ζημίας. ΤΟ ΕΡΓΟΝ ΤΗΣ ΟΗΕ ΚΑΛΑΜΑΙ, 28. ("Ιδ. ἀνταποκρ.). — Χθὲς τὴν νύκτα ἐξερράγη πυρκαϊὰ εἰς τὰς ἀποθήκας θείου, ἡ ὁποία ἐπροξένησε σημαντικὰς ζημίας.	[460, 147, 1163, 1595]
center-headline-11: Η ΧΘΕΣΙΝΗ ΔΕΞΙΩΣΙΣ	[980, 1496, 1119, 1511]
left-headline-4: ΟΙ ΑΜΕΡΙΚΑΝΟΙ ΠΡΟΤΕΙΝΟΥΝ ΜΕΙΩΣΙΝ ΟΛΩΝ ΤΩΝ ΕΝΟΠΛΩΝ ΜΑΣ ΔΥΝΑΜΕΩΝ	[57, 802, 423, 842]
center-headline-sub: ΒΟΥΛΕΥΤΑΙ ΤΗΣ ΕΠΕΚ ΗΠΕΙΛΗΣΑΝ ΝΑ ΚΑΤΑΨΗΦΙΣΟΥΝ	[578, 318, 1045, 335]
left-headline-5: ΕΙΝΑΙ ΑΝΑΚΡΙΒΕΙΣ ΑΙ ΠΛΗΡΟΦΟΡΙΑΙ ΔΙΑ ΤΟΝ ΝΟΜΟΝ ΠΕΡΙ ΑΓΟΡΑΠΩΛΗΣΙΩΝ	[30, 938, 450, 977]
left-headline-2: Ο ΠΡΕΣΒΕΥΤΗΣ ΤΗΣ ΑΙΓΥΠΤΟΥ ΕΠΕΔΩΚΕ ΤΑ ΔΙΑΠΙΣΤΕΥΤΗΡΙΑ ΤΟΥ ΠΡΟΣ ΤΟΝ ΒΑΣΙΛΕΑ	[34, 444, 446, 483]
masthead: « ΕΜΠΡΟΣ » Σάββατον, 29 Άπριλίου 1950	[611, 118, 989, 138]
right-headline-5: ΑΜΕΡΙΚΑΝΙΚΑ ΓΥΜΝΑΣΙΑ ΑΠΕΔΕΙΞΑΝ ΤΗΝ ΣΗΜΑΣΙΑΝ ΤΩΝ ΑΕΡΟΚΙΝΗΤΩΝ ΔΥΝΑΜΕΩΝ	[1199, 645, 1534, 677]
center-text-1: Ὑπὸ τῶν κυβερνητικῶν κύκλων ἐδηλοῦτο τὴν νύκτα, ὅτι τὸ ἀποτέλεσμα τῆς ψηφοφορίας ἐν τῇ Βουλῇ ἱκανοποιεῖ πλήρως τὴν κυβέρνησιν, εἰς τὴν ὁποίαν ἐδόθη ψῆφος ἐμπιστοσύνης. Ὑπὲρ τῆς κυβερνήσεως ἐψήφισαν 140, κατὰ 104 καὶ 3 ἀπεχόντων. Οἱ βουλευταὶ τῆς ΕΠΕΚ ἠπείλησαν νὰ καταψηφίσουν.	[460, 339, 690, 403]
center-subhead-3: Ο ΛΟΓΟΣ ΤΟΥ Κ. ΠΑΠΑΝΔΡΕΟΥ	[1013, 1070, 1144, 1101]
center-headline-2: ΟΙ ΔΗΜΟΣΙΟΙ ΥΠΑΛΛΗΛΟΙ ΥΠΕΒΑΛΟΝ ΧΘΕΣ ΥΠΟΜΝΗΜΑ ΠΡΟΣ ΤΗΝ ΚΥΒΕΡΝΗΣΙΝ ΚΑΘΟΡΙΖΟΝΤΕΣ ΤΑ ΖΗΤΗΜΑΤΑ ΤΩΝ	[523, 553, 1101, 636]
masthead-bar	[30, 117, 1559, 142]
bottom-right-story: Ο ΑΝΤΕΝΑΟΥΕΡ ΠΡΟΤΕΙΝΕΙ ΕΝΩΣΙΝ ΤΗΣ ΓΕΡΜΑΝΙΑΣ, ΓΑΛΛΙΑΣ ΚΑΙ ΤΗΣ ΙΤΑΛΙΑΣ ΟΙ ΡΩΣΟΙ ΕΞΟΠΛΙΖΟΥΝ ΤΟΥΣ ΓΕΡΜΑΝΟΥΣ ΒΕΡΟΛΙΝΟΝ, 28. (Ἀσσοσιέϊτεν Πρές). — Ὁ καγκελλάριος τῆς Δυτικῆς Γερμανίας Κόνραντ Ἀντενάουερ ἐπρότεινε τὴν ἕνωσιν τῆς Γερμανίας, τῆς Γαλλίας καὶ τῆς Ἰταλίας. Κατὰ πληροφορίας οἱ Ρῶσοι ἐξοπλίζουν τοὺς Γερμανοὺς τῆς Ἀνατολικῆς ζώνης. ΒΕΡΟΛΙΝΟΝ, 28. (Ἀσσοσιέϊτεν Πρές). — Ὁ καγκελλάριος τῆς Δυτικῆς Γερμανίας Κόνραντ Ἀντενάουερ ἐπρότεινε τὴν ἕνωσιν τῆς Γερμανίας, τῆς Γαλλίας καὶ τῆς Ἰταλίας. Κατὰ πληροφορίας οἱ Ρῶσοι ἐξοπλίζουν τοὺς Γερμανοὺς τῆς Ἀνατολικῆς ζώνης. ΒΕΡΟΛΙΝΟΝ, 28. (Ἀσσοσιέϊτεν Πρές). — Ὁ καγκελλάριος τῆς Δυτικῆς Γερμανίας Κόνραντ Ἀντενάουερ ἐπρότεινε τὴν ἕνωσιν τῆς Γερμανίας, τῆς Γαλλίας καὶ τῆς Ἰταλίας. Κατὰ πληροφορίας οἱ Ρῶσοι ἐξοπλίζουν τοὺς Γερμανοὺς τῆς Ἀνατολικῆς ζώνης. ΒΕΡΟΛΙΝΟΝ, 28. (Ἀσσοσιέϊτεν Πρές). — Ὁ καγκελλάριος τῆς Δυτικῆς Γερμανίας Κόνραντ Ἀντενάουερ ἐπρότεινε τὴν ἕνωσιν τῆς Γερμανίας, τῆς Γαλλίας καὶ τῆς Ἰταλίας. Κατὰ πληροφορίας οἱ Ρῶσοι ἐξοπλίζουν τοὺς Γερμανοὺς τῆς Ἀνατολικῆς ζώνης. ΕΞΟΠΛΙΖΟΥΝ ΤΟΥΣ ΓΕΡΜΑΝΟΥΣ Εἰς ἄλλον, ὅτι στρατιωτικοὶ τῆς Ἀνατολικῆς Γερμανίας ἔχουσιν ἐξοπλισθῆ ὑπὸ τῶν Ρώσων καὶ ἀποτελοῦν στρατιωτικὰς μονάδας. Εἰς ἄλλον, ὅτι στρατιωτικοὶ τῆς Ἀνατολικῆς Γερμανίας ἔχουσιν ἐξοπλισθῆ ὑπὸ τῶν Ρώσων καὶ ἀποτελοῦν στρατιωτικὰς μονάδας. Εἰς ἄλλον, ὅτι στρατιωτικοὶ τῆς Ἀνατολικῆς Γερμανίας ἔχουσιν ἐξοπλισθῆ ὑπὸ τῶν Ρώσων καὶ ἀποτελοῦν στρατιωτικὰς μονάδας. Εἰς ἄλλον, ὅτι στρατιωτικοὶ τῆς Ἀνατολικῆς Γερμανίας ἔχουσιν ἐξοπλισθῆ ὑπὸ τῶν Ρώσων καὶ ἀποτελοῦν στρατιωτικὰς μονάδας. RICHARD KASISCHE	[1173, 1285, 1559, 2305]
center-headline-12: ΤΟ ΕΡΓΟΝ ΤΗΣ ΟΗΕ	[984, 1547, 1115, 1562]
right-headline-8: Η ΓΕΡΜΑΝΙΚΗ ΚΥΒΕΡΝΗΣΙΣ ΔΕΝ ΔΥΝΑΤΑΙ ΝΑ ΜΕΤΑΣΧΗ ΤΟΥ ΣΥΜΒΟΥΛΙΟΥ ΥΠΟΥΡΓΩΝ	[1191, 836, 1541, 868]
right-text-4: ΛΟΝΔΙΝΟΝ, 28. ("Ιδ. ὑπηρ.). — Ὁ ἀρχηγὸς τοῦ συντηρητικοῦ κόμματος κ. Οὐΐνστων Τσώρτσιλ ἐζήτησεν ὅπως διεξαχθοῦν νέαι ἐκλογαὶ εἰς τὴν Ἀγγλίαν.	[1173, 592, 1559, 613]
byline-signature: RICHARD KASISCHE	[1449, 1785, 1559, 1797]
adenauer-subhead: ΟΙ ΡΩΣΟΙ ΕΞΟΠΛΙΖΟΥΝ ΤΟΥΣ ΓΕΡΜΑΝΟΥΣ	[1193, 1546, 1539, 1565]
left-headline-7: ΟΙ ΤΕΧΝΙΚΟΙ ΕΙΣΗΓΟΥΝΤΑΙ ΤΑ ΜΕΤΡΑ ΠΡΟΣ ΕΠΙΤΥΧΙΑΝ ΤΗΣ ΑΝΑΣΥΓΚΡΟΤΗΣΕΩΣ	[36, 1144, 445, 1184]
right-text-8: ΛΟΝΔΙΝΟΝ, 28. ("Ιδ. άν.). — Ἀγγέλλεται ἐκ Βόννης ὅτι ἡ γερμανικὴ κυβέρνησις δὲν δύναται νὰ μετάσχῃ τοῦ Συμβουλίου Ὑπουργῶν.	[1173, 868, 1559, 889]
left-subhead-1: ΑΙ ΠΡΩΤΑΙ ΑΓΓΛΙΚΑΙ ΚΡΙΣΕΙΣ	[125, 340, 355, 355]
center-subhead-2: ΤΟ ΥΠΟΥΡΓΙΚΟΝ ΣΥΜΒΟΥΛΙΟΝ	[982, 477, 1115, 508]
left-headline: Η ΑΠΟΚΑΤΑΣΤΑΣΙΣ ΤΩΝ ΣΧΕΣΕΩΝ ΜΕΤΑΞΥ ΕΛΛΑΔΟΣ ΚΑΙ ΝΟΤΙΟΣΛΑΥΙΑΣ	[57, 147, 423, 294]
left-text-6: Ἐπανελθὲ χθὲς τὸ ἀνώτατον Συμβούλιον Μακρονήσου μὲ πρόεδρον τὸν κ. Ἐπιτροπὴ εἰσηγήθη τὴν ἀπόλυσιν 628 ἀνδρῶν καὶ γυναικῶν.	[30, 1070, 237, 1102]
right-subhead-1: ΣΥΓΧΑΡΗΤΗΡΙΑ ΚΑΙ ΕΠΙΚΡΙΣΕΙΣ	[1240, 310, 1492, 326]
right-headline-6: ΕΙΣ ΤΗΝ ΑΛΒΑΝΙΑΝ ΑΡΧΙΖΕΙ ΝΕΑ ΔΙΚΗ ΔΙΑ ΣΥΝΩΜΟΣΙΑΝ ΚΑΤΑ ΤΟΥ ΚΑΘΕΣΤΩΤΟΣ	[1203, 708, 1530, 742]
right-text-1: ΝΕΑ ΥΟΡΚΗ, 28. ("Ιδ. άν.). — Αἱ χθεσιναὶ δηλώσεις τοῦ πρώην Ἀμερικανοῦ προέδρου κ. Ἔντγκαρ Χοῦβερ καθ' ἃς δέον ὅπως τὰ Ἡνωμένα Ἔθνη ἀναδιοργανωθοῦν ἄνευ τῆς Σοβιετικῆς Ἑνώσεως καὶ τῶν κομμουνιστικῶν δορυφόρων προεκάλεσαν ζωηρὰ σχόλια.	[1173, 330, 1559, 361]
center-headline-3b: ΑΙ ΕΡΓΑΣΙΑΙ ΤΗΣ ΒΟΥΛΗΣ ΘΑ ΕΠΑΝΑΛΗΦΘΟΥΝ ΤΗΝ ΤΡΙΤΗΝ	[470, 928, 1153, 983]
center-headline: Η ΚΥΒΕΡΝΗΣΙΣ ΙΚΑΝΟΠΟΙΗΜΕΝΗ ΠΛΗΡΩΣ ΕΚ ΤΟΥ ΑΠΟΤΕΛΕΣΜΑΤΟΣ ΤΗΣ ΨΗΦΟΦΟΡΙΑΣ ΕΝ ΤΗ ΒΟΥΛΗ	[492, 147, 1132, 311]
right-headline-3: ΔΙΑΨΕΥΔΕΤΑΙ ΟΤΙ ΑΓΓΛΙΚΑ ΤΑΝΚΣ ΕΙΣΗΧΘΗΣΑΝ ΕΙΣ ΡΩΣΙΚΟΝ ΤΟΜΕΑ	[1224, 490, 1509, 526]
right-headline-2: ΗΡΧΙΣΑΝ ΑΙ ΠΡΟΚΑΤΑΡΚΤΙΚΑΙ ΕΡΓΑΣΙΑΙ ΔΙΑ ΤΗΝ ΔΙΑΣΚΕΨΙΝ ΤΩΝ 3 ΥΠΟΥΡΓΩΝ	[1184, 403, 1548, 439]
right-headline-7: ΕΞΕΔΟΘΗ Η ΑΠΟΦΑΣΙΣ ΤΟΥ ΡΟΥΜΑΝΙΚΟΥ ΔΙΚΑΣΤΗΡΙΟΥ ΔΙΑ ΤΟΥΣ ΔΙΚΑΖΟΜΕΝΟΥΣ	[1205, 772, 1528, 805]
center-subhead-1: Ο Κ. ΠΛΑΣΤΗΡΑΣ ΕΙΣ ΡΟΔΟΝ	[965, 407, 1133, 438]
right-headline-4: Ο Κ. ΤΣΩΡΤΣΙΛ ΖΗΤΕΙ ΝΑ ΓΙΝΟΥΝ ΝΕΑΙ ΕΚΛΟΓΑΙ ΕΙΣ ΤΗΝ ΑΓΓΛΙΑΝ	[1207, 556, 1526, 592]
center-text-5: ΠΑΡΙΣΙΟΙ, 28. ("Ιδ. ὑπηρ.). — Ἡ ἐφημερὶς «Φιγκαρὸ» δημοσιεύει ἄρθρον διὰ τοῦ ὁποίου συνηγορεῖ ὑπὲρ τῆς ἀποδόσεως τῶν ἑλληνοπαίδων.	[703, 1345, 928, 1376]
adenauer-subhead-2: ΕΞΟΠΛΙΖΟΥΝ ΤΟΥΣ ΓΕΡΜΑΝΟΥΣ	[1238, 1699, 1494, 1715]
left-text-4: Ἀνακοινοῦται μὲ τὴν ἀναγραφείσαν εἰδησιν τοῦ ἀριθμοῦ τῶν ἐνόπλων δυνάμεων ὅτι ἡ Ἀμερικανικὴ ἀποστολὴ προτείνει τὴν μείωσιν αὐτῶν εἰς 147.000 ἄνδρας.	[30, 843, 237, 885]
right-text-5: ΝΕΑ ΥΟΡΚΗ, 28. ("Ιδ. άν.). — Τὰ γυμνάσια τὰ διεξαχθέντα εἰς τὰς Β. Καρολίνας ἀπέδειξαν τὴν σημασίαν τῶν ἀεροκινήτων δυνάμεων.	[1173, 677, 1559, 698]
center-text-6: ΚΑΛΑΜΑΙ, 28. ("Ιδ. ἀνταποκρ.). — Χθὲς τὴν νύκτα ἐξερράγη πυρκαϊὰ εἰς τὰς ἀποθήκας θείου, ἡ ὁποία ἐπροξένησε σημαντικὰς ζημίας.	[700, 1398, 928, 1430]
center-headline-9: ΑΝΑΧΩΡΕΙ Η ΕΠΙΤΡΟΠΗ ΚΥΠΡΙΩΝ	[939, 1381, 1160, 1396]
left-headline-3: ΣΥΓΧΩΝΕΥΟΝΤΑΙ ΩΡΙΣΜΕΝΑΙ ΥΠΗΡΕΣΙΑΙ ΤΟΥ ΥΠΟΥΡΓΕΙΟΥ ΤΗΣ ΕΘΝΙΚΗΣ ΑΜΥΝΗΣ	[42, 668, 439, 706]
center-text-3: Ἡ Ἀνωτάτη Διοίκησις τῆς Ἑνώσεως Δημοσίων Ὑπαλλήλων (Α.Δ.Ε.Δ.Υ.) ἐπέδωκε χθὲς ὑπόμνημα πρὸς τὴν κυβέρνησιν διὰ τοῦ ὁποίου καθορίζει τὰ αἰτήματα τῶν δημοσίων ὑπαλλήλων: 1) Ὑπουργοί. 2) Ὑπάλληλοι Κιβδ. 3) Ὑπάλληλοι κ.λπ. 4) Μονιμότης.	[460, 636, 631, 711]
left-headline-8: ΥΠΕΒΛΗΘΗΣΑΝ ΝΕΑΙ ΕΚΛΟΓΙΚΑΙ ΕΝΣΤΑΣΕΙΣ	[35, 1279, 446, 1300]
left-subhead-2: ΟΙ ΔΕΣΜΟΙ ΤΩΝ ΔΥΟ ΧΩΡΩΝ	[127, 487, 353, 503]
left-text-8: Εἰς τὸ ὑπουργεῖον Ἐσωτερικῶν ὑπεβλήθησαν χθὲς νέαι ἐκλογικαὶ ἐνστάσεις ὑπὸ ὑποψηφίων.	[30, 1301, 237, 1322]
adenauer-text-2: Εἰς ἄλλον, ὅτι στρατιωτικοὶ τῆς Ἀνατολικῆς Γερμανίας ἔχουσιν ἐξοπλισθῆ ὑπὸ τῶν Ρώσων καὶ ἀποτελοῦν στρατιωτικὰς μονάδας.	[1173, 1719, 1362, 1751]
right-text-3: ΛΟΝΔΙΝΟΝ, 29. ("Ιδ. ὑπηρ.). — Καθ' ἃ πληροφορεῖ ἐκ Μαδηγέργκ, ἡ ἀγγλικὴ διοίκησις διαψεύδει ὅτι βρετανικὰ τὰνκς εἰσήχθησαν εἰς τὸν ρωσικὸν τομέα.	[1173, 527, 1559, 548]
right-column: Ο ΠΡΩΗΝ ΠΡΟΕΔΡΟΣ Κ. ΧΟΥΒΕΡ ΖΗΤΕΙ ΝΑ ΑΠΟΒΛΗΘΗ Η ΣΟΒΙΕΤ. ΕΝΩΣΙΣ ΚΑΙ ΟΙ ΔΟΡΥΦΟΡΟΙ ΤΗΣ ΑΠΟ ΤΟΝ ΟΡΓΑΝΙΣΜΟΝ ΗΝ. ΕΘΝΩΝ ΣΥΓΧΑΡΗΤΗΡΙΑ ΚΑΙ ΕΠΙΚΡΙΣΕΙΣ ΝΕΑ ΥΟΡΚΗ, 28. ("Ιδ. άν.). — Αἱ χθεσιναὶ δηλώσεις τοῦ πρώην Ἀμερικανοῦ προέδρου κ. Ἔντγκαρ Χοῦβερ καθ' ἃς δέον ὅπως τὰ Ἡνωμένα Ἔθνη ἀναδιοργανωθοῦν ἄνευ τῆς Σοβιετικῆς Ἑνώσεως καὶ τῶν κομμουνιστικῶν δορυφόρων προεκάλεσαν ζωηρὰ σχόλια. ΝΕΑ ΥΟΡΚΗ, 28. ("Ιδ. άν.). — Αἱ χθεσιναὶ δηλώσεις τοῦ πρώην Ἀμερικανοῦ προέδρου κ. Ἔντγκαρ Χοῦβερ καθ' ἃς δέον ὅπως τὰ Ἡνωμένα Ἔθνη ἀναδιοργανωθοῦν ἄνευ τῆς Σοβιετικῆς Ἑνώσεως καὶ τῶν κομμουνιστικῶν δορυφόρων προεκάλεσαν ζωηρὰ σχόλια. ΗΡΧΙΣΑΝ ΑΙ ΠΡΟΚΑΤΑΡΚΤΙΚΑΙ ΕΡΓΑΣΙΑΙ ΔΙΑ ΤΗΝ ΔΙΑΣΚΕΨΙΝ ΤΩΝ 3 ΥΠΟΥΡΓΩΝ ΛΟΝΔΙΝΟΝ, 28. ("Ιδ. άν.). — Ἤρχισαν αἱ προκαταρκτικαὶ ἐργασίαι διὰ τὴν διάσκεψιν τῶν ὑπουργῶν τῶν Ἐξωτερικῶν τῶν Ἡνωμένων Πολιτειῶν, Ἀγγλίας καὶ Γαλλίας. ΛΟΝΔΙΝΟΝ, 28. ("Ιδ. άν.). — Ἤρχισαν αἱ προκαταρκτικαὶ ἐργασίαι διὰ τὴν διάσκεψιν τῶν ὑπουργῶν τῶν Ἐξωτερικῶν τῶν Ἡνωμένων Πολιτειῶν, Ἀγγλίας καὶ Γαλλίας. ΔΙΑΨΕΥΔΕΤΑΙ ΟΤΙ ΑΓΓΛΙΚΑ ΤΑΝΚΣ ΕΙΣΗΧΘΗΣΑΝ ΕΙΣ ΡΩΣΙΚΟΝ ΤΟΜΕΑ ΛΟΝΔΙΝΟΝ, 29. ("Ιδ. ὑπηρ.). — Καθ' ἃ πληροφορεῖ ἐκ Μαδηγέργκ, ἡ ἀγγλικὴ διοίκησις διαψεύδει ὅτι βρετανικὰ τὰνκς εἰσήχθησαν εἰς τὸν ρωσικὸν τομέα. Ο Κ. ΤΣΩΡΤΣΙΛ ΖΗΤΕΙ ΝΑ ΓΙΝΟΥΝ ΝΕΑΙ ΕΚΛΟΓΑΙ ΕΙΣ ΤΗΝ ΑΓΓΛΙΑΝ ΛΟΝΔΙΝΟΝ, 28. ("Ιδ. ὑπηρ.). — Ὁ ἀρχηγὸς τοῦ συντηρητικοῦ κόμματος κ. Οὐΐνστων Τσώρτσιλ ἐζήτησεν ὅπως διεξαχθοῦν νέαι ἐκλογαὶ εἰς τὴν Ἀγγλίαν. ΛΟΝΔΙΝΟΝ, 28. ("Ιδ. ὑπηρ.). — Ὁ ἀρχηγὸς τοῦ συντηρητικοῦ κόμματος κ. Οὐΐνστων Τσώρτσιλ ἐζήτησεν ὅπως διεξαχθοῦν νέαι ἐκλογαὶ εἰς τὴν Ἀγγλίαν. ΑΜΕΡΙΚΑΝΙΚΑ ΓΥΜΝΑΣΙΑ ΑΠΕΔΕΙΞΑΝ ΤΗΝ ΣΗΜΑΣΙΑΝ ΤΩΝ ΑΕΡΟΚΙΝΗΤΩΝ ΔΥΝΑΜΕΩΝ ΝΕΑ ΥΟΡΚΗ, 28. ("Ιδ. άν.). — Τὰ γυμνάσια τὰ διεξαχθέντα εἰς τὰς Β. Καρολίνας ἀπέδειξαν τὴν σημασίαν τῶν ἀεροκινήτων δυνάμεων. ΕΙΣ ΤΗΝ ΑΛΒΑΝΙΑΝ ΑΡΧΙΖΕΙ ΝΕΑ ΔΙΚΗ ΔΙΑ ΣΥΝΩΜΟΣΙΑΝ ΚΑΤΑ ΤΟΥ ΚΑΘΕΣΤΩΤΟΣ ΛΟΝΔΙΝΟΝ, 28. ("Ιδ. άν.). — Ἀγγέλλεται ἐκ Τιράνων ὅτι εἰς πρώτης εὐκαιρίας ἀρχίζει νέα δίκη διὰ συνωμοσίαν κατὰ τοῦ καθεστῶτος. ΕΞΕΔΟΘΗ Η ΑΠΟΦΑΣΙΣ ΤΟΥ ΡΟΥΜΑΝΙΚΟΥ ΔΙΚΑΣΤΗΡΙΟΥ ΔΙΑ ΤΟΥΣ ΔΙΚΑΖΟΜΕΝΟΥΣ ΛΟΝΔΙΝΟΝ, 28. ("Ιδ. άν.). — Κατὰ πληροφορίας ἐκ Βουκουρεστίου, ἐξεδόθη ἡ ἀπόφασις τοῦ δικαστηρίου διὰ τοὺς κατηγορουμένους. Η ΓΕΡΜΑΝΙΚΗ ΚΥΒΕΡΝΗΣΙΣ ΔΕΝ ΔΥΝΑΤΑΙ ΝΑ ΜΕΤΑΣΧΗ ΤΟΥ ΣΥΜΒΟΥΛΙΟΥ ΥΠΟΥΡΓΩΝ ΛΟΝΔΙΝΟΝ, 28. ("Ιδ. άν.). — Ἀγγέλλεται ἐκ Βόννης ὅτι ἡ γερμανικὴ κυβέρνησις δὲν δύναται νὰ μετάσχῃ τοῦ Συμβουλίου Ὑπουργῶν.	[1173, 147, 1559, 889]
left-text-2: Χθὲς τὴν μεσημβρίαν ὁ νέος πρεσβευτὴς τῆς Αἰγύπτου ἐπέδωκε πρὸς τὴν Α. Μ. τὸν Βασιλέα τὰ διαπιστευτήριά του, παρουσίᾳ τοῦ ὑπουργοῦ τῶν Ἐξωτερικῶν. Κατὰ τὴν τελετὴν ἀντηλλάγησαν λόγοι διὰ τῶν ὁποίων ἐξήρθησαν οἱ δεσμοὶ τῶν δύο χωρῶν.	[30, 507, 237, 571]
right-headline: Ο ΠΡΩΗΝ ΠΡΟΕΔΡΟΣ Κ. ΧΟΥΒΕΡ ΖΗΤΕΙ ΝΑ ΑΠΟΒΛΗΘΗ Η ΣΟΒΙΕΤ. ΕΝΩΣΙΣ	[1178, 147, 1554, 269]
left-text-5: Ἡ ἀναγραφεῖσα πληροφορία καθ' ἣν θὰ ἐπιβληθῇ νέος φόρος ἐπὶ τῶν ἀγοραπωλησιῶν εἶναι ἀνακριβής, κατὰ δήλωσιν τοῦ ἁρμοδίου ὑπουργείου.	[30, 978, 237, 1021]
center-headline-10: ΟΙ ΑΝΑΠΗΡΟΙ ΔΙΑ ΤΑΣ ΣΥΝΤΑΞΕΙΣ ΤΩΝ	[938, 1432, 1161, 1461]
left-text-1: ΛΟΝΔΙΝΟΝ, 28. ("Ιδ. άν.). — "Ο «Ραδιοσταθμός τοῦ Λονδίνου» σχολιάζων τὴν ἀποκατάστασιν τῶν σχέσεων μεταξὺ Ἑλλάδος καὶ Γιουγκοσλαυΐας ἀνέφερεν ὅτι ἡ ἀποκατάστασις τῶν σχέσεων μεταξὺ τῶν δύο χωρῶν θ' ἀποβῇ πρὸς ὄφελος καὶ τῶν δύο λαῶν καὶ θὰ σταθεροποιήσῃ τὴν εἰρήνην εἰς τὰ Βαλκάνια.	[30, 359, 237, 435]
center-subhead-4: Ο ΛΟΓΟΣ ΤΟΥ Κ. ΤΣΟΥΔΕΡΟΥ	[657, 1147, 789, 1177]
binding-spine	[0, 0, 18, 2324]
center-headline-4: ΓΑΛΛΙΚΗ ΕΦΗΜΕΡΙΣ ΣΥΝΗΓΟΡΕΙ ΔΙΑ ΤΗΝ ΑΠΟΔΟΣΙΝ ΤΩΝ ΕΛΛΗΝΟΠΑΙΔΩΝ	[711, 1310, 1152, 1343]
center-text-2: Ὁ κ. Πλαστήρας ἀνεχώρησεν χθὲς διὰ τὴν Ρόδον ὅπου θὰ παραμείνῃ ἐπὶ τριήμερον. Τὸ ὑπουργικὸν συμβούλιον συνέρχεται σήμερον.	[934, 512, 1163, 544]
center-headline-8: ΠΥΡΚΑΓΙΑ ΕΙΣ ΑΠΟΘΗΚΑΣ ΘΕΙΟΥ	[705, 1381, 923, 1396]
center-headline-3: ΟΙ Κ.Κ. ΠΑΠΑΝΔΡΕΟΥ - ΤΣΟΥΔΕΡΟΣ ΑΠΑΝΤΟΥΝ ΕΙΣ ΕΠΙΚΡΙΣΕΙΣ	[472, 872, 1151, 929]
right-text-2: ΛΟΝΔΙΝΟΝ, 28. ("Ιδ. άν.). — Ἤρχισαν αἱ προκαταρκτικαὶ ἐργασίαι διὰ τὴν διάσκεψιν τῶν ὑπουργῶν τῶν Ἐξωτερικῶν τῶν Ἡνωμένων Πολιτειῶν, Ἀγγλίας καὶ Γαλλίας.	[1173, 439, 1559, 459]
center-text-4: Ὁ κ. Παπανδρέου ἀπαντῶν εἰς τὰς ἐπικρίσεις τῆς ἀντιπολιτεύσεως ἐτόνισεν ὅτι ἡ κυβέρνησις θὰ συνεχίσῃ τὸ ἔργον τῆς εἰρηνεύσεως. Ὁ κ. Τσουδερὸς ἐπεσήμανε τὴν ἀνάγκην οἰκονομικῆς ἀνασυγκροτήσεως. Αἱ ἐργασίαι τῆς Βουλῆς θὰ ἐπαναληφθοῦν τὴν Τρίτην.	[460, 991, 631, 1066]
left-headline-sub: ΘΑ ΣΤΑΘΕΡΟΠΟΙΗΣΗ ΤΗΝ ΕΙΡΗΝΗΝ ΕΙΣ ΤΑ ΒΑΛΚΑΝΙΑ	[63, 294, 417, 331]
left-text-7: Τὸ Τεχνικὸν Ἐπιμελητήριον τῆς Ἑλλάδος ὑπέβαλε πρὸς τὴν κυβέρνησιν ὑπόμνημα διὰ τοῦ ὁποίου εἰσηγεῖται τὰ μέτρα πρὸς ἐπιτυχίαν τῆς ἀνασυγκροτήσεως.	[30, 1184, 237, 1227]
right-headline-sub: ΚΑΙ ΟΙ ΔΟΡΥΦΟΡΟΙ ΤΗΣ ΑΠΟ ΤΟΝ ΟΡΓΑΝΙΣΜΟΝ ΗΝ. ΕΘΝΩΝ	[1179, 269, 1553, 300]
left-headline-6: ΠΡΟΤΕΙΝΕΤΑΙ Ν' ΑΠΟΛΥΘΟΥΝ ΕΤΕΡΟΙ 628 ΚΡΑΤΟΥΜΕΝΟΙ ΕΚ ΤΗΣ ΜΑΚΡΟΝΗΣΟΥ	[44, 1030, 437, 1069]
